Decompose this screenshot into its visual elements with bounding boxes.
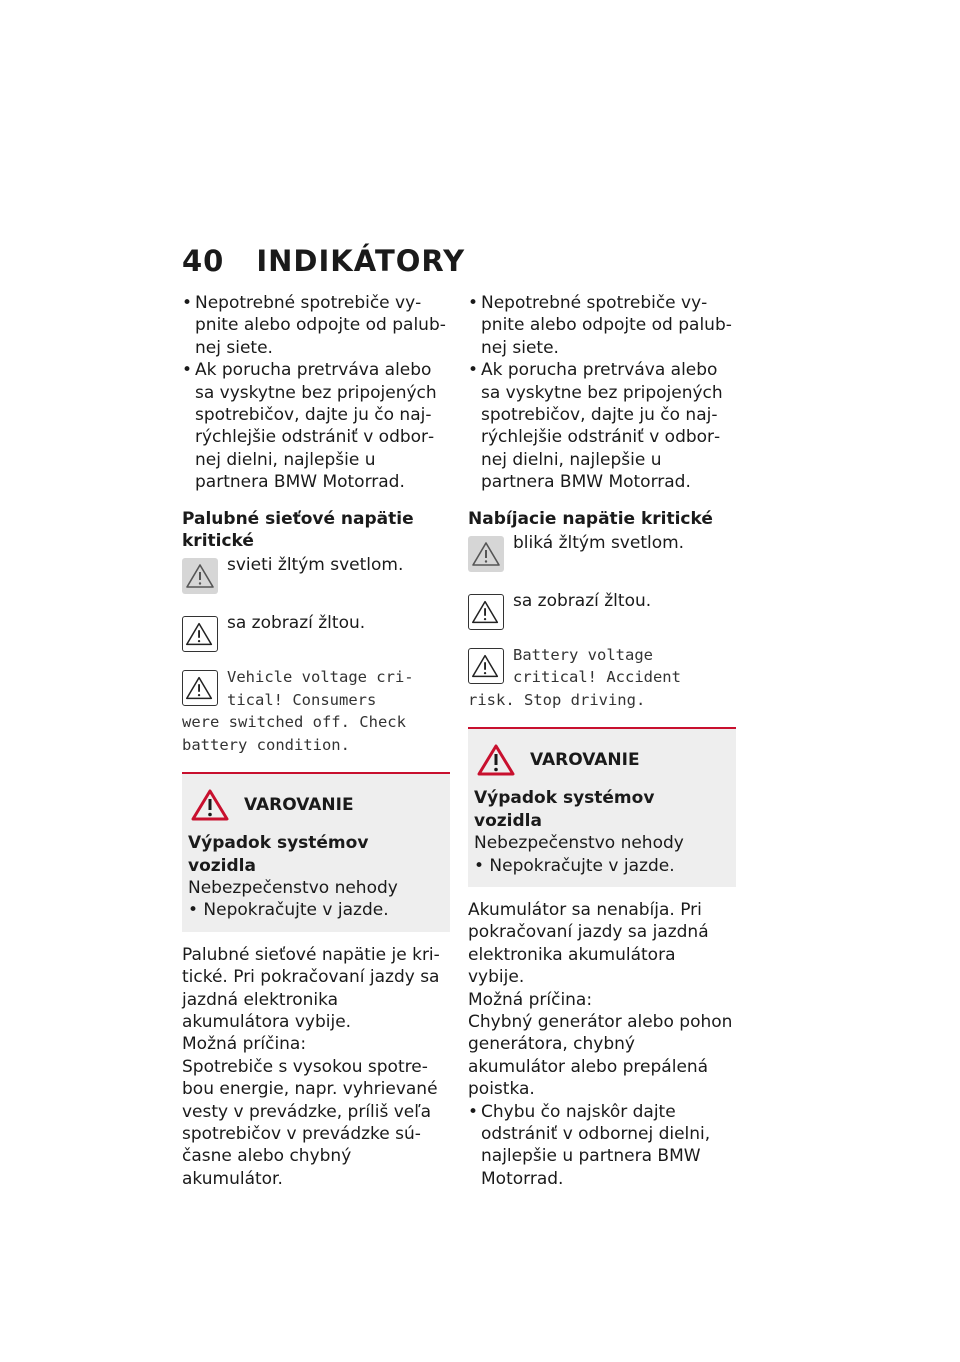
indicator-row <box>182 612 450 652</box>
warning-text: Nebezpečenstvo nehody <box>474 833 684 854</box>
indicator-text: sa zobrazí žltou. <box>227 613 366 634</box>
page-title: INDIKÁTORY <box>256 244 466 278</box>
section-heading: Palubné sieťové napätie kritické <box>182 508 414 552</box>
warning-triangle-icon <box>468 536 504 572</box>
bullet-item: • Ak porucha pretrváva alebo sa vyskytne bez pripojených spotrebičov, dajte ju čo najrýchlejšie odstrániť v odbornej dielni, najlepšie u partnera BMW Motorrad. <box>468 359 736 493</box>
display-message-rest: risk. Stop driving. <box>468 690 646 709</box>
warning-triangle-icon <box>182 670 218 706</box>
indicator-text: bliká žltým svetlom. <box>513 533 685 554</box>
warning-triangle-icon <box>182 616 218 652</box>
display-message <box>468 644 736 711</box>
warning-icon <box>190 788 230 822</box>
cause-text: Spotrebiče s vysokou spotrebou energie, napr. vyhrievané vesty v prevádzke, príliš veľa spotrebičov v prevádzke súčasne alebo chybný akumulátor. <box>182 1056 438 1189</box>
warning-subtitle: Výpadok systémov vozidla <box>474 788 655 831</box>
right-column <box>468 292 736 1190</box>
bullet-item: • Nepotrebné spotrebiče vypnite alebo odpojte od palubnej siete. <box>182 292 450 359</box>
section-heading: Nabíjacie napätie kritické <box>468 508 713 529</box>
warning-icon <box>476 743 516 777</box>
cause-label: Možná príčina: <box>468 989 593 1010</box>
body-paragraph: Akumulátor sa nenabíja. Pri pokračovaní jazdy sa jazdná elektronika akumulátora vybije. <box>468 899 709 988</box>
cause-text: Chybný generátor alebo pohon generátora, chybný akumulátor alebo prepálená poistka. <box>468 1011 733 1100</box>
warning-title: VAROVANIE <box>244 794 354 815</box>
warning-triangle-icon <box>468 594 504 630</box>
warning-instruction: • Nepokračujte v jazde. <box>188 900 389 921</box>
warning-subtitle: Výpadok systémov vozidla <box>188 833 369 876</box>
bullet-item: • Chybu čo najskôr dajte odstrániť v odbornej dielni, najlepšie u partnera BMW Motorrad. <box>468 1101 736 1191</box>
cause-label: Možná príčina: <box>182 1034 307 1055</box>
warning-triangle-icon <box>182 558 218 594</box>
indicator-row <box>182 554 450 594</box>
indicator-row <box>468 532 736 572</box>
body-paragraph: Palubné sieťové napätie je kritické. Pri pokračovaní jazdy sa jazdná elektronika akumulátora vybije. <box>182 944 440 1032</box>
left-column <box>182 292 450 1190</box>
bullet-item: • Nepotrebné spotrebiče vypnite alebo odpojte od palubnej siete. <box>468 292 736 359</box>
indicator-text: sa zobrazí žltou. <box>513 591 652 612</box>
warning-instruction: • Nepokračujte v jazde. <box>474 855 675 876</box>
display-message-first: Vehicle voltage cri-tical! Consumers <box>227 668 414 709</box>
display-message <box>182 666 450 756</box>
warning-triangle-icon <box>468 648 504 684</box>
warning-title: VAROVANIE <box>530 750 640 771</box>
display-message-rest: were switched off. Check battery condition. <box>182 713 406 754</box>
indicator-row <box>468 590 736 630</box>
display-message-first: Battery voltage critical! Accident <box>513 646 681 687</box>
warning-box <box>468 727 736 887</box>
warning-text: Nebezpečenstvo nehody <box>188 877 398 898</box>
page-header <box>182 244 465 278</box>
page-number: 40 <box>182 244 225 278</box>
warning-box <box>182 772 450 932</box>
indicator-text: svieti žltým svetlom. <box>227 555 404 576</box>
bullet-item: • Ak porucha pretrváva alebo sa vyskytne bez pripojených spotrebičov, dajte ju čo najrýchlejšie odstrániť v odbornej dielni, najlepšie u partnera BMW Motorrad. <box>182 359 450 493</box>
